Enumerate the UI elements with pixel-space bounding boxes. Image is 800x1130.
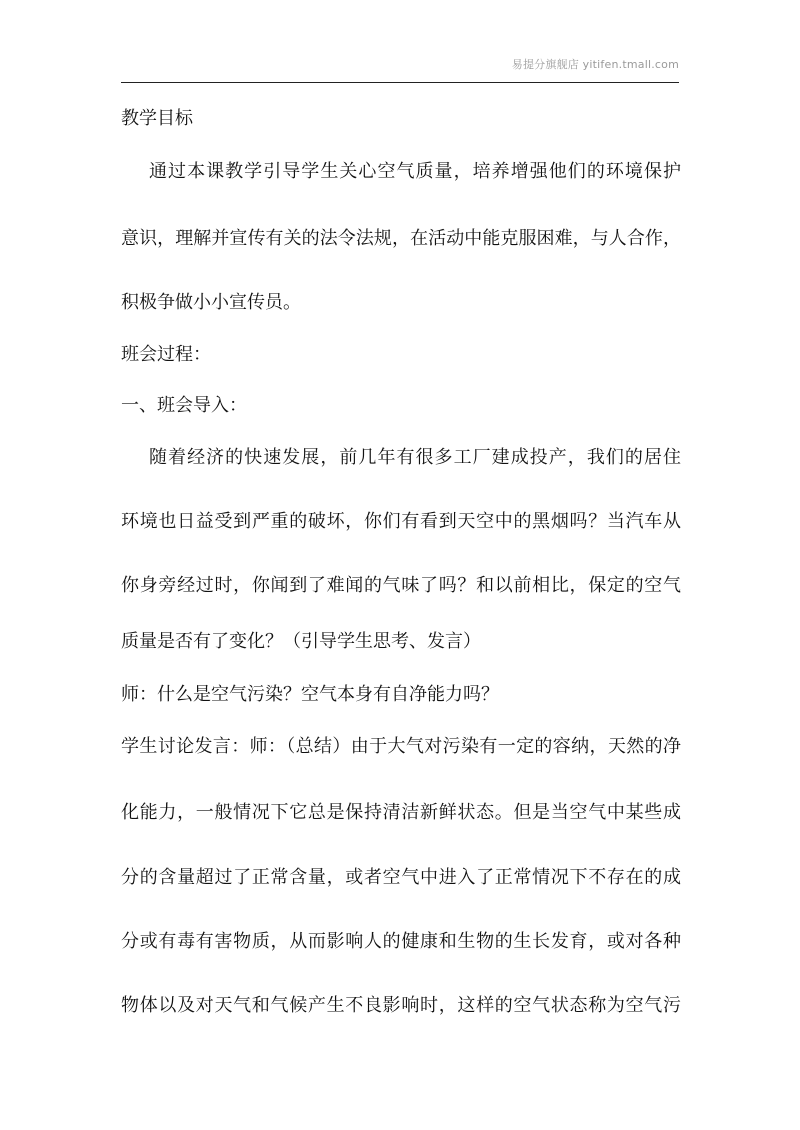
paragraph-line: 你身旁经过时，你闻到了难闻的气味了吗？和以前相比，保定的空气 — [121, 575, 681, 596]
paragraph-line: 化能力，一般情况下它总是保持清洁新鲜状态。但是当空气中某些成 — [121, 802, 681, 823]
paragraph-line: 通过本课教学引导学生关心空气质量，培养增强他们的环境保护 — [149, 161, 681, 182]
paragraph-line: 学生讨论发言：师：（总结）由于大气对污染有一定的容纳，天然的净 — [121, 736, 681, 757]
paragraph-line: 物体以及对天气和气候产生不良影响时，这样的空气状态称为空气污 — [121, 995, 681, 1016]
paragraph-line: 随着经济的快速发展，前几年有很多工厂建成投产，我们的居住 — [149, 447, 681, 468]
section-heading-intro: 一、班会导入： — [121, 395, 247, 416]
paragraph-line: 积极争做小小宣传员。 — [121, 292, 301, 313]
section-heading-class-process: 班会过程： — [121, 344, 211, 365]
paragraph-line: 意识，理解并宣传有关的法令法规，在活动中能克服困难，与人合作， — [121, 228, 681, 249]
paragraph-line: 分或有毒有害物质，从而影响人的健康和生物的生长发育，或对各种 — [121, 931, 681, 952]
page-header-text: 易提分旗舰店 yitifen.tmall.com — [511, 58, 679, 71]
paragraph-line: 环境也日益受到严重的破坏，你们有看到天空中的黑烟吗？当汽车从 — [121, 511, 681, 532]
section-heading-teaching-goals: 教学目标 — [121, 108, 193, 129]
header-divider — [121, 82, 679, 83]
teacher-question-line: 师：什么是空气污染？空气本身有自净能力吗？ — [121, 684, 499, 705]
paragraph-line: 质量是否有了变化？（引导学生思考、发言） — [121, 631, 481, 652]
paragraph-line: 分的含量超过了正常含量，或者空气中进入了正常情况下不存在的成 — [121, 867, 681, 888]
